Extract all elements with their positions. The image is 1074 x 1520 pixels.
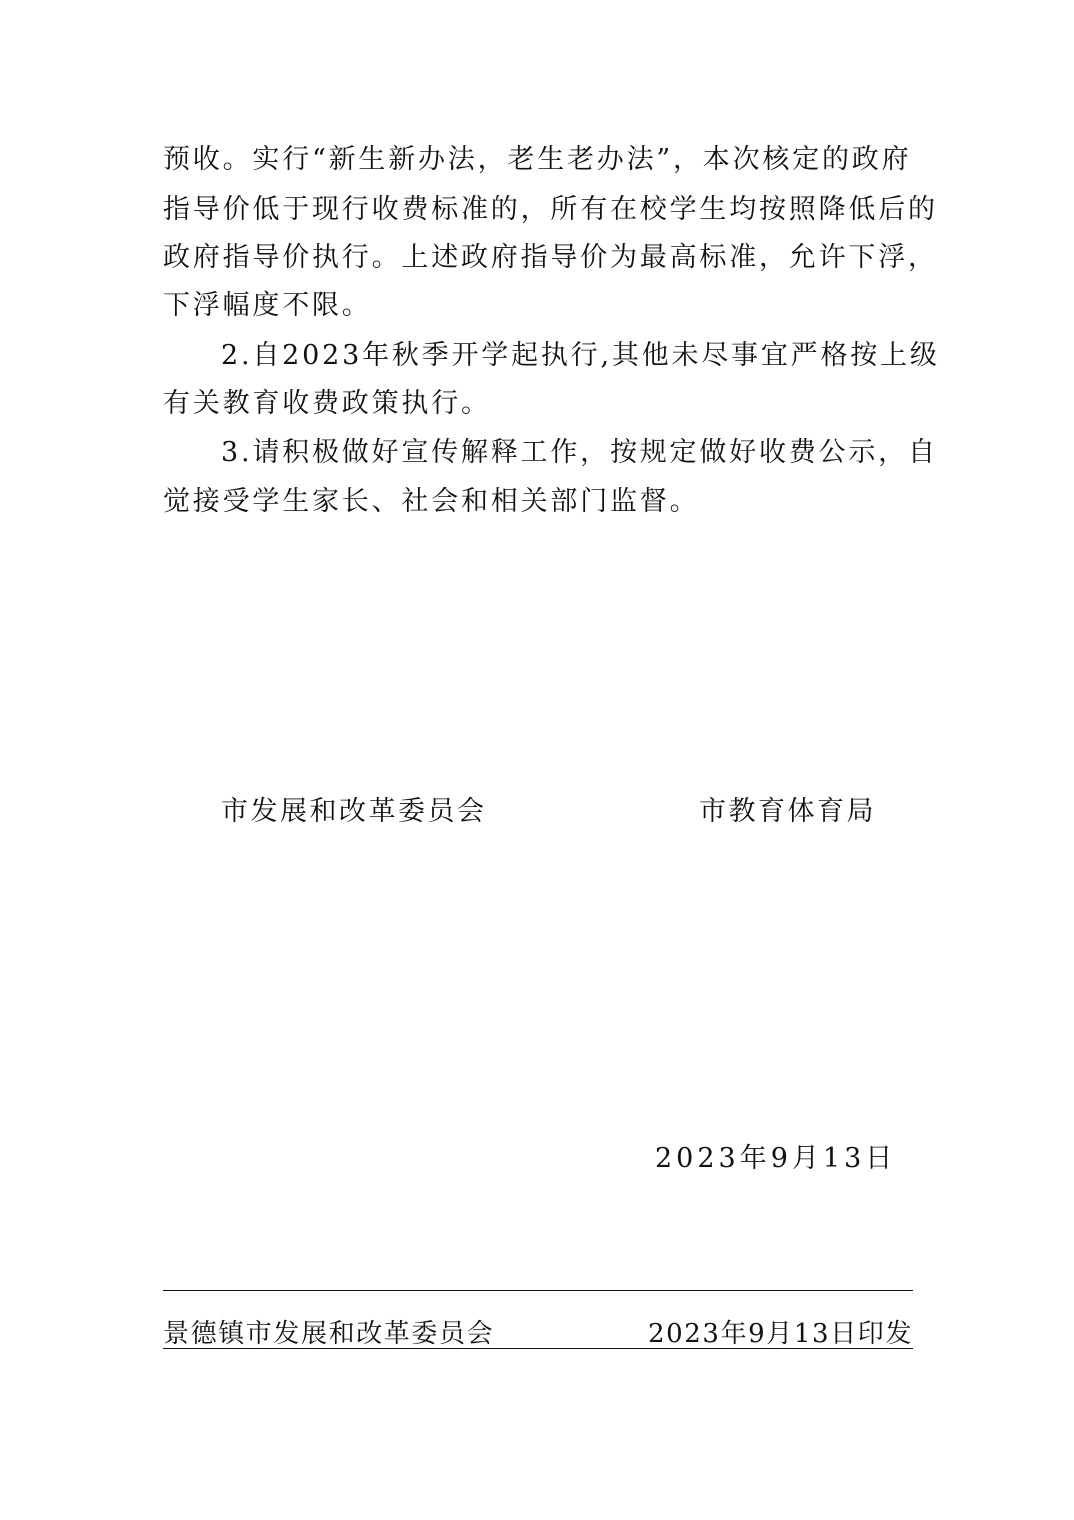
body-line-3: 政府指导价执行。上述政府指导价为最高标准，允许下浮， (163, 242, 938, 273)
body-line-2: 指导价低于现行收费标准的，所有在校学生均按照降低后的 (163, 194, 938, 225)
signature-left: 市发展和改革委员会 (221, 796, 487, 827)
footer-top-rule (163, 1290, 913, 1291)
footer-issuer: 景德镇市发展和改革委员会 (163, 1319, 495, 1349)
body-line-5: 2.自2023年秋季开学起执行,其他未尽事宜严格按上级 (221, 340, 940, 371)
body-line-1: 预收。实行“新生新办法，老生老办法”，本次核定的政府 (163, 144, 912, 175)
body-line-6: 有关教育收费政策执行。 (163, 388, 491, 419)
document-date: 2023年9月13日 (655, 1143, 897, 1174)
footer (163, 1316, 913, 1352)
footer-issued-date: 2023年9月13日印发 (648, 1319, 913, 1349)
body-line-4: 下浮幅度不限。 (163, 290, 372, 321)
body-line-7: 3.请积极做好宣传解释工作，按规定做好收费公示，自 (221, 437, 938, 468)
footer-bottom-rule (163, 1348, 913, 1349)
signature-right: 市教育体育局 (699, 796, 876, 827)
body-line-8: 觉接受学生家长、社会和相关部门监督。 (163, 486, 700, 517)
